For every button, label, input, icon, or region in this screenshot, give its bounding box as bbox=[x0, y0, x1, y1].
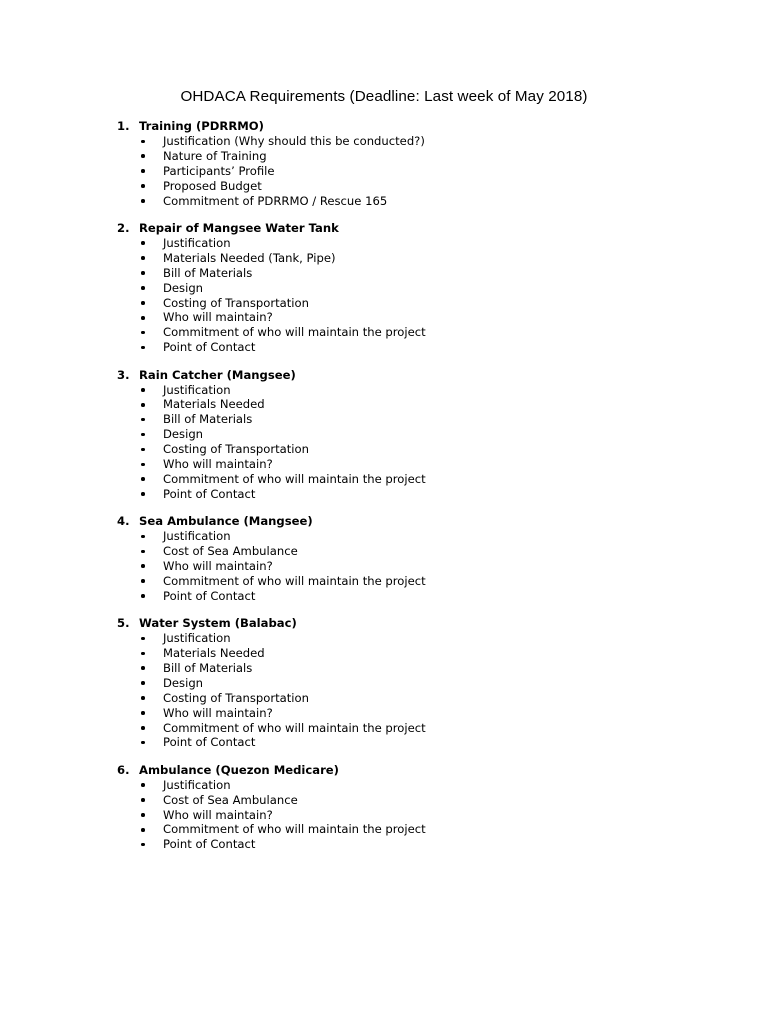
list-item-text: Cost of Sea Ambulance bbox=[163, 792, 298, 807]
bullet-icon bbox=[141, 828, 145, 832]
list-item-text: Design bbox=[163, 427, 204, 442]
section-sea-ambulance bbox=[117, 514, 637, 603]
bullet-icon bbox=[141, 550, 145, 554]
bullet-icon bbox=[141, 316, 145, 320]
section-training bbox=[117, 119, 637, 208]
list-item-text: Costing of Transportation bbox=[163, 690, 309, 705]
list-item-text: Nature of Training bbox=[163, 148, 267, 163]
bullet-icon bbox=[141, 696, 145, 700]
section-water-system bbox=[117, 616, 637, 750]
list-item bbox=[117, 149, 637, 164]
bullet-icon bbox=[141, 140, 145, 144]
list-item-text: Commitment of who will maintain the project bbox=[163, 471, 426, 486]
list-item bbox=[117, 661, 637, 676]
list-item bbox=[117, 164, 637, 179]
list-item-text: Justification bbox=[163, 631, 231, 646]
bullet-icon bbox=[141, 448, 145, 452]
list-item-text: Materials Needed bbox=[163, 646, 265, 661]
list-item bbox=[117, 721, 637, 736]
section-ambulance bbox=[117, 763, 637, 852]
list-item-text: Justification bbox=[163, 777, 231, 792]
list-item bbox=[117, 646, 637, 661]
list-item-text: Commitment of who will maintain the project bbox=[163, 325, 426, 340]
list-item bbox=[117, 778, 637, 793]
bullet-icon bbox=[141, 463, 145, 467]
bullet-icon bbox=[141, 256, 145, 260]
list-item bbox=[117, 281, 637, 296]
list-item bbox=[117, 266, 637, 281]
list-item bbox=[117, 340, 637, 355]
bullet-icon bbox=[141, 346, 145, 350]
list-item bbox=[117, 691, 637, 706]
list-item-text: Who will maintain? bbox=[163, 807, 273, 822]
bullet-icon bbox=[141, 652, 145, 656]
bullet-icon bbox=[141, 184, 145, 188]
section-number: 5. bbox=[117, 616, 130, 631]
list-item bbox=[117, 325, 637, 340]
list-item-text: Justification (Why should this be conducted?) bbox=[163, 134, 425, 148]
list-item-text: Commitment of who will maintain the project bbox=[163, 720, 426, 735]
list-item-text: Cost of Sea Ambulance bbox=[163, 544, 298, 559]
section-title: Water System (Balabac) bbox=[139, 616, 297, 631]
bullet-icon bbox=[141, 477, 145, 481]
bullet-icon bbox=[141, 726, 145, 730]
bullet-icon bbox=[141, 637, 145, 641]
list-item bbox=[117, 559, 637, 574]
bullet-list bbox=[117, 383, 637, 502]
list-item-text: Who will maintain? bbox=[163, 457, 273, 472]
bullet-icon bbox=[141, 418, 145, 422]
bullet-icon bbox=[141, 154, 145, 158]
bullet-icon bbox=[141, 681, 145, 685]
list-item-text: Who will maintain? bbox=[163, 310, 273, 325]
list-item-text: Bill of Materials bbox=[163, 660, 253, 675]
list-item bbox=[117, 383, 637, 398]
list-item-text: Justification bbox=[163, 382, 231, 397]
list-item bbox=[117, 457, 637, 472]
bullet-icon bbox=[141, 169, 145, 173]
list-item bbox=[117, 194, 637, 209]
bullet-icon bbox=[141, 564, 145, 568]
bullet-icon bbox=[141, 741, 145, 745]
list-item-text: Participants’ Profile bbox=[163, 163, 275, 178]
list-item-text: Bill of Materials bbox=[163, 265, 253, 280]
bullet-list bbox=[117, 631, 637, 750]
bullet-icon bbox=[141, 403, 145, 407]
list-item-text: Point of Contact bbox=[163, 837, 256, 852]
bullet-list bbox=[117, 778, 637, 852]
list-item-text: Commitment of who will maintain the project bbox=[163, 822, 426, 837]
bullet-icon bbox=[141, 331, 145, 335]
list-item bbox=[117, 589, 637, 604]
list-item-text: Costing of Transportation bbox=[163, 442, 309, 457]
section-title: Rain Catcher (Mangsee) bbox=[139, 367, 296, 382]
bullet-icon bbox=[141, 301, 145, 305]
list-item bbox=[117, 296, 637, 311]
list-item bbox=[117, 442, 637, 457]
bullet-icon bbox=[141, 535, 145, 539]
list-item bbox=[117, 251, 637, 266]
section-title: Sea Ambulance (Mangsee) bbox=[139, 514, 313, 529]
bullet-icon bbox=[141, 666, 145, 670]
list-item bbox=[117, 487, 637, 502]
section-heading bbox=[117, 119, 637, 134]
list-item-text: Justification bbox=[163, 529, 231, 544]
list-item bbox=[117, 236, 637, 251]
document-title: OHDACA Requirements (Deadline: Last week of May 2018) bbox=[180, 88, 588, 105]
section-title: Repair of Mangsee Water Tank bbox=[139, 220, 339, 235]
section-number: 2. bbox=[117, 220, 130, 235]
list-item bbox=[117, 472, 637, 487]
bullet-icon bbox=[141, 711, 145, 715]
section-number: 6. bbox=[117, 762, 130, 777]
list-item-text: Proposed Budget bbox=[163, 178, 262, 193]
list-item-text: Materials Needed (Tank, Pipe) bbox=[163, 250, 336, 265]
list-item bbox=[117, 837, 637, 852]
list-item-text: Point of Contact bbox=[163, 486, 256, 501]
section-title: Training (PDRRMO) bbox=[139, 119, 264, 133]
list-item bbox=[117, 574, 637, 589]
list-item bbox=[117, 793, 637, 808]
bullet-icon bbox=[141, 241, 145, 245]
section-heading bbox=[117, 616, 637, 631]
requirements-list bbox=[117, 119, 637, 865]
list-item-text: Design bbox=[163, 280, 204, 295]
bullet-list bbox=[117, 529, 637, 603]
bullet-icon bbox=[141, 492, 145, 496]
section-number: 3. bbox=[117, 367, 130, 382]
section-water-tank-repair bbox=[117, 221, 637, 355]
list-item bbox=[117, 412, 637, 427]
list-item bbox=[117, 735, 637, 750]
list-item bbox=[117, 529, 637, 544]
section-heading bbox=[117, 763, 637, 778]
section-number: 4. bbox=[117, 514, 130, 529]
list-item-text: Design bbox=[163, 675, 204, 690]
list-item bbox=[117, 631, 637, 646]
bullet-icon bbox=[141, 843, 145, 847]
section-number: 1. bbox=[117, 119, 130, 133]
bullet-icon bbox=[141, 813, 145, 817]
list-item-text: Costing of Transportation bbox=[163, 295, 309, 310]
list-item-text: Commitment of who will maintain the project bbox=[163, 573, 426, 588]
list-item bbox=[117, 706, 637, 721]
list-item bbox=[117, 179, 637, 194]
bullet-icon bbox=[141, 579, 145, 583]
section-heading bbox=[117, 221, 637, 236]
section-heading bbox=[117, 514, 637, 529]
list-item bbox=[117, 134, 637, 149]
list-item-text: Materials Needed bbox=[163, 397, 265, 412]
list-item-text: Who will maintain? bbox=[163, 705, 273, 720]
bullet-icon bbox=[141, 271, 145, 275]
section-title: Ambulance (Quezon Medicare) bbox=[139, 762, 339, 777]
list-item bbox=[117, 310, 637, 325]
list-item-text: Justification bbox=[163, 235, 231, 250]
list-item bbox=[117, 397, 637, 412]
bullet-icon bbox=[141, 798, 145, 802]
list-item-text: Point of Contact bbox=[163, 735, 256, 750]
list-item bbox=[117, 808, 637, 823]
bullet-icon bbox=[141, 388, 145, 392]
list-item-text: Bill of Materials bbox=[163, 412, 253, 427]
section-rain-catcher bbox=[117, 368, 637, 502]
bullet-icon bbox=[141, 199, 145, 203]
bullet-icon bbox=[141, 594, 145, 598]
list-item bbox=[117, 822, 637, 837]
section-heading bbox=[117, 368, 637, 383]
list-item-text: Point of Contact bbox=[163, 340, 256, 355]
list-item-text: Commitment of PDRRMO / Rescue 165 bbox=[163, 193, 388, 208]
bullet-icon bbox=[141, 286, 145, 290]
list-item bbox=[117, 427, 637, 442]
list-item bbox=[117, 676, 637, 691]
list-item bbox=[117, 544, 637, 559]
bullet-icon bbox=[141, 783, 145, 787]
list-item-text: Who will maintain? bbox=[163, 558, 273, 573]
list-item-text: Point of Contact bbox=[163, 588, 256, 603]
bullet-icon bbox=[141, 433, 145, 437]
bullet-list bbox=[117, 236, 637, 355]
bullet-list bbox=[117, 134, 637, 208]
